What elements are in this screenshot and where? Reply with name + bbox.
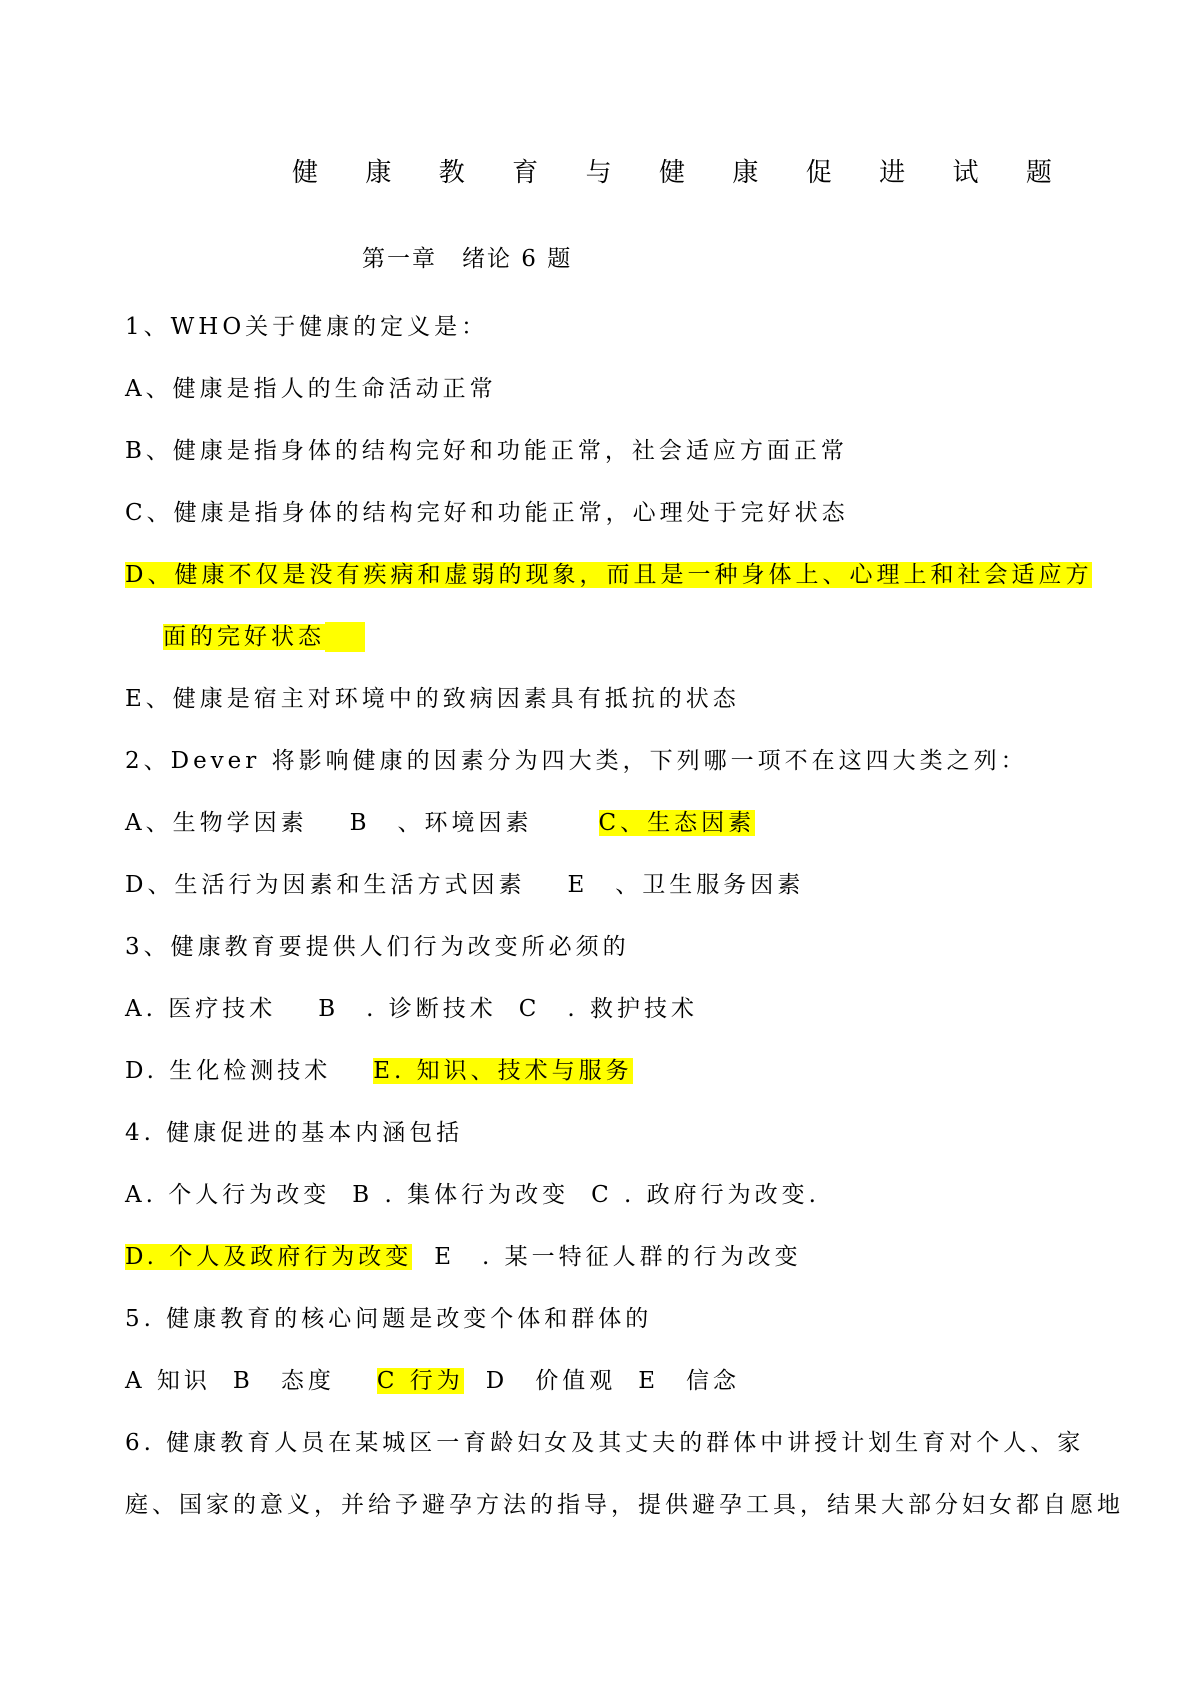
title-char: 与: [585, 158, 612, 188]
document-title: [292, 156, 1052, 190]
question-2-options-row2: [125, 870, 804, 900]
answer-highlight: D、健康不仅是没有疾病和虚弱的现象，而且是一种身体上、心理上和社会适应方: [125, 562, 1093, 588]
question-6-stem-line2: 庭、国家的意义，并给予避孕方法的指导，提供避孕工具，结果大部分妇女都自愿地: [125, 1492, 1124, 1518]
question-6-stem-line1: 6. 健康教育人员在某城区一育龄妇女及其丈夫的群体中讲授计划生育对个人、家: [125, 1430, 1085, 1456]
title-char: 健: [658, 158, 685, 188]
question-2-option-a: A、生物学因素: [125, 810, 308, 836]
question-5-stem: 5. 健康教育的核心问题是改变个体和群体的: [125, 1306, 653, 1332]
question-2-option-d: D、生活行为因素和生活方式因素: [125, 872, 526, 898]
question-3-option-e-answer: E. 知识、技术与服务: [373, 1058, 633, 1084]
question-5-option-a: A 知识: [125, 1368, 211, 1394]
question-1-option-d-line2: [163, 622, 365, 652]
question-4-options-row1: [125, 1180, 820, 1210]
question-2-option-c-answer: C、生态因素: [598, 810, 756, 836]
question-4-options-row2: [125, 1242, 802, 1272]
question-5-options: [125, 1366, 740, 1396]
chapter-heading: 第一章 绪论 6 题: [362, 246, 573, 272]
question-1-option-b: B、健康是指身体的结构完好和功能正常，社会适应方面正常: [125, 438, 848, 464]
question-3-stem: 3、健康教育要提供人们行为改变所必须的: [125, 934, 630, 960]
question-5-option-d: D 价值观: [485, 1368, 617, 1394]
question-5-option-c-answer: C 行为: [376, 1368, 464, 1394]
question-3-options-row2: [125, 1056, 633, 1086]
question-3-option-a: A. 医疗技术: [125, 996, 277, 1022]
title-char: 健: [292, 158, 319, 188]
title-char: 育: [512, 158, 539, 188]
question-2-stem: 2、Dever 将影响健康的因素分为四大类，下列哪一项不在这四大类之列：: [125, 748, 1028, 774]
question-5-option-b: B 态度: [232, 1368, 335, 1394]
question-1-option-e: E、健康是宿主对环境中的致病因素具有抵抗的状态: [125, 686, 740, 712]
question-2-option-b: B 、环境因素: [349, 810, 533, 836]
question-3-option-c: C . 救护技术: [518, 996, 698, 1022]
question-4-option-d-answer: D. 个人及政府行为改变: [125, 1244, 413, 1270]
question-3-option-d: D. 生化检测技术: [125, 1058, 332, 1084]
question-1-option-a: A、健康是指人的生命活动正常: [125, 376, 497, 402]
question-4-option-c: C . 政府行为改变.: [591, 1182, 820, 1208]
title-char: 题: [1025, 158, 1052, 188]
question-2-options-row1: [125, 808, 755, 838]
question-5-option-e: E 信念: [638, 1368, 740, 1394]
title-char: 进: [879, 158, 906, 188]
title-char: 康: [732, 158, 759, 188]
question-3-options-row1: [125, 994, 698, 1024]
question-1-option-c: C、健康是指身体的结构完好和功能正常，心理处于完好状态: [125, 500, 849, 526]
question-4-option-a: A. 个人行为改变: [125, 1182, 331, 1208]
question-1-option-d-line1: [125, 560, 1092, 590]
question-2-option-e: E 、卫生服务因素: [567, 872, 805, 898]
question-1-stem: 1、WHO关于健康的定义是：: [125, 314, 489, 340]
question-4-option-b: B . 集体行为改变: [352, 1182, 570, 1208]
title-char: 试: [952, 158, 979, 188]
title-char: 促: [805, 158, 832, 188]
question-3-option-b: B . 诊断技术: [318, 996, 497, 1022]
title-char: 教: [438, 158, 465, 188]
title-char: 康: [365, 158, 392, 188]
question-4-option-e: E . 某一特征人群的行为改变: [434, 1244, 802, 1270]
answer-highlight: 面的完好状态: [163, 624, 325, 650]
question-4-stem: 4. 健康促进的基本内涵包括: [125, 1120, 464, 1146]
